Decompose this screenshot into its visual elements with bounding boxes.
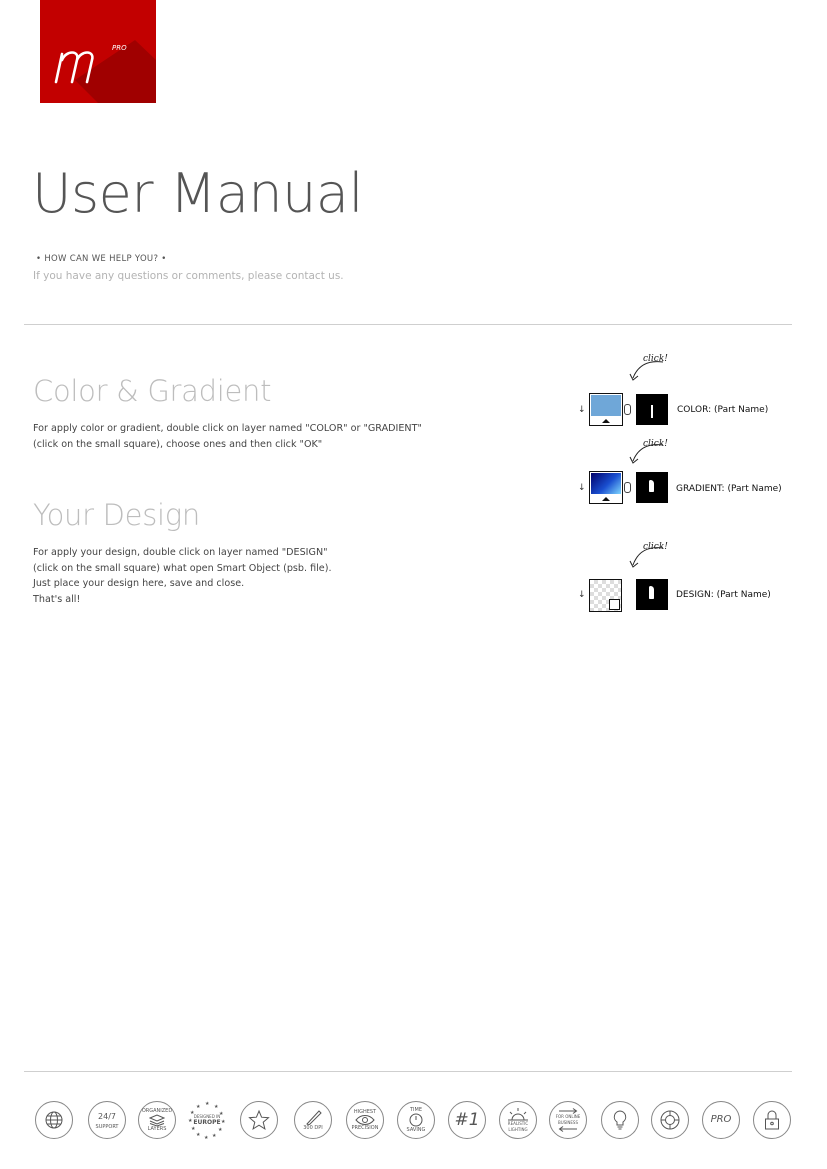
section-title-your-design: Your Design — [33, 498, 200, 532]
click-label: click! — [643, 354, 668, 364]
svg-text:★: ★ — [204, 1135, 209, 1139]
layers-icon: ORGANIZED LAYERS — [138, 1101, 176, 1139]
svg-text:★: ★ — [188, 1118, 193, 1124]
layer-name: GRADIENT: — [676, 484, 725, 494]
svg-text:★: ★ — [212, 1133, 217, 1139]
arrow-down-icon: ↓ — [578, 483, 586, 493]
lighting-icon: REALISTIC LIGHTING — [499, 1101, 537, 1139]
color-swatch — [591, 395, 621, 416]
time-icon: TIME SAVING — [397, 1101, 435, 1139]
star-icon — [240, 1101, 278, 1139]
svg-text:★: ★ — [205, 1101, 210, 1107]
smart-object-badge-icon — [609, 599, 620, 610]
logo-mark-icon — [40, 0, 156, 103]
svg-text:PRO: PRO — [112, 44, 127, 52]
section-text-your-design — [33, 545, 332, 607]
triangle-icon — [602, 419, 610, 423]
paragraph-line: Just place your design here, save and close. — [33, 578, 245, 589]
help-heading: • HOW CAN WE HELP YOU? • — [36, 254, 167, 264]
click-label: click! — [643, 542, 668, 552]
business-icon: FOR ONLINE BUSINESS — [549, 1101, 587, 1139]
mask-thumbnail — [636, 394, 668, 425]
europe-icon: ★ ★ ★ ★ ★ ★ ★ ★ ★ ★ ★ ★ DESIGNED IN EUROPE — [188, 1101, 226, 1139]
paragraph-line: (click on the small square) what open Smart Object (psb. file). — [33, 562, 332, 574]
bottom-divider — [24, 1071, 792, 1072]
precision-icon: HIGHEST PRECISION — [346, 1101, 384, 1139]
bulb-icon — [601, 1101, 639, 1139]
arrow-down-icon: ↓ — [578, 590, 586, 600]
paragraph-line: That's all! — [33, 593, 81, 605]
lifebuoy-icon — [651, 1101, 689, 1139]
layer-label — [677, 405, 768, 415]
gradient-swatch — [591, 473, 621, 494]
layer-part: (Part Name) — [716, 590, 771, 600]
layer-example-color — [578, 350, 818, 430]
page-title: User Manual — [32, 162, 363, 225]
brand-logo — [40, 0, 156, 103]
color-thumbnail[interactable] — [589, 393, 623, 426]
support-icon: 24/7 SUPPORT — [88, 1101, 126, 1139]
number-one-icon: #1 — [448, 1101, 486, 1139]
layer-part: (Part Name) — [714, 405, 769, 415]
layer-label — [676, 484, 782, 494]
svg-text:★: ★ — [196, 1132, 201, 1138]
arrow-down-icon: ↓ — [578, 405, 586, 415]
layer-name: COLOR: — [677, 405, 712, 415]
smart-object-thumbnail[interactable] — [589, 579, 622, 612]
section-title-color-gradient: Color & Gradient — [33, 374, 272, 408]
link-icon — [624, 482, 631, 493]
layer-example-design — [578, 538, 818, 618]
svg-text:★: ★ — [219, 1111, 224, 1117]
layer-example-gradient — [578, 435, 818, 515]
svg-text:★: ★ — [214, 1104, 219, 1110]
svg-text:★: ★ — [221, 1119, 226, 1125]
dpi-icon: 300 DPI — [294, 1101, 332, 1139]
svg-text:★: ★ — [190, 1110, 195, 1116]
mask-thumbnail — [636, 579, 668, 610]
mask-thumbnail — [636, 472, 668, 503]
triangle-icon — [602, 497, 610, 501]
svg-text:★: ★ — [191, 1126, 196, 1132]
svg-text:★: ★ — [196, 1104, 201, 1110]
paragraph-line: (click on the small square), choose ones and then click "OK" — [33, 438, 323, 450]
lock-icon — [753, 1101, 791, 1139]
svg-text:★: ★ — [218, 1127, 223, 1133]
layer-name: DESIGN: — [676, 590, 714, 600]
click-label: click! — [643, 439, 668, 449]
help-text: If you have any questions or comments, please contact us. — [33, 270, 344, 282]
top-divider — [24, 324, 792, 325]
globe-icon — [35, 1101, 73, 1139]
layer-part: (Part Name) — [727, 484, 782, 494]
paragraph-line: For apply your design, double click on layer named "DESIGN" — [33, 547, 328, 558]
paragraph-line: For apply color or gradient, double click on layer named "COLOR" or "GRADIENT" — [33, 423, 422, 434]
section-text-color-gradient — [33, 421, 422, 452]
layer-label — [676, 590, 771, 600]
pro-icon: PRO — [702, 1101, 740, 1139]
link-icon — [624, 404, 631, 415]
gradient-thumbnail[interactable] — [589, 471, 623, 504]
